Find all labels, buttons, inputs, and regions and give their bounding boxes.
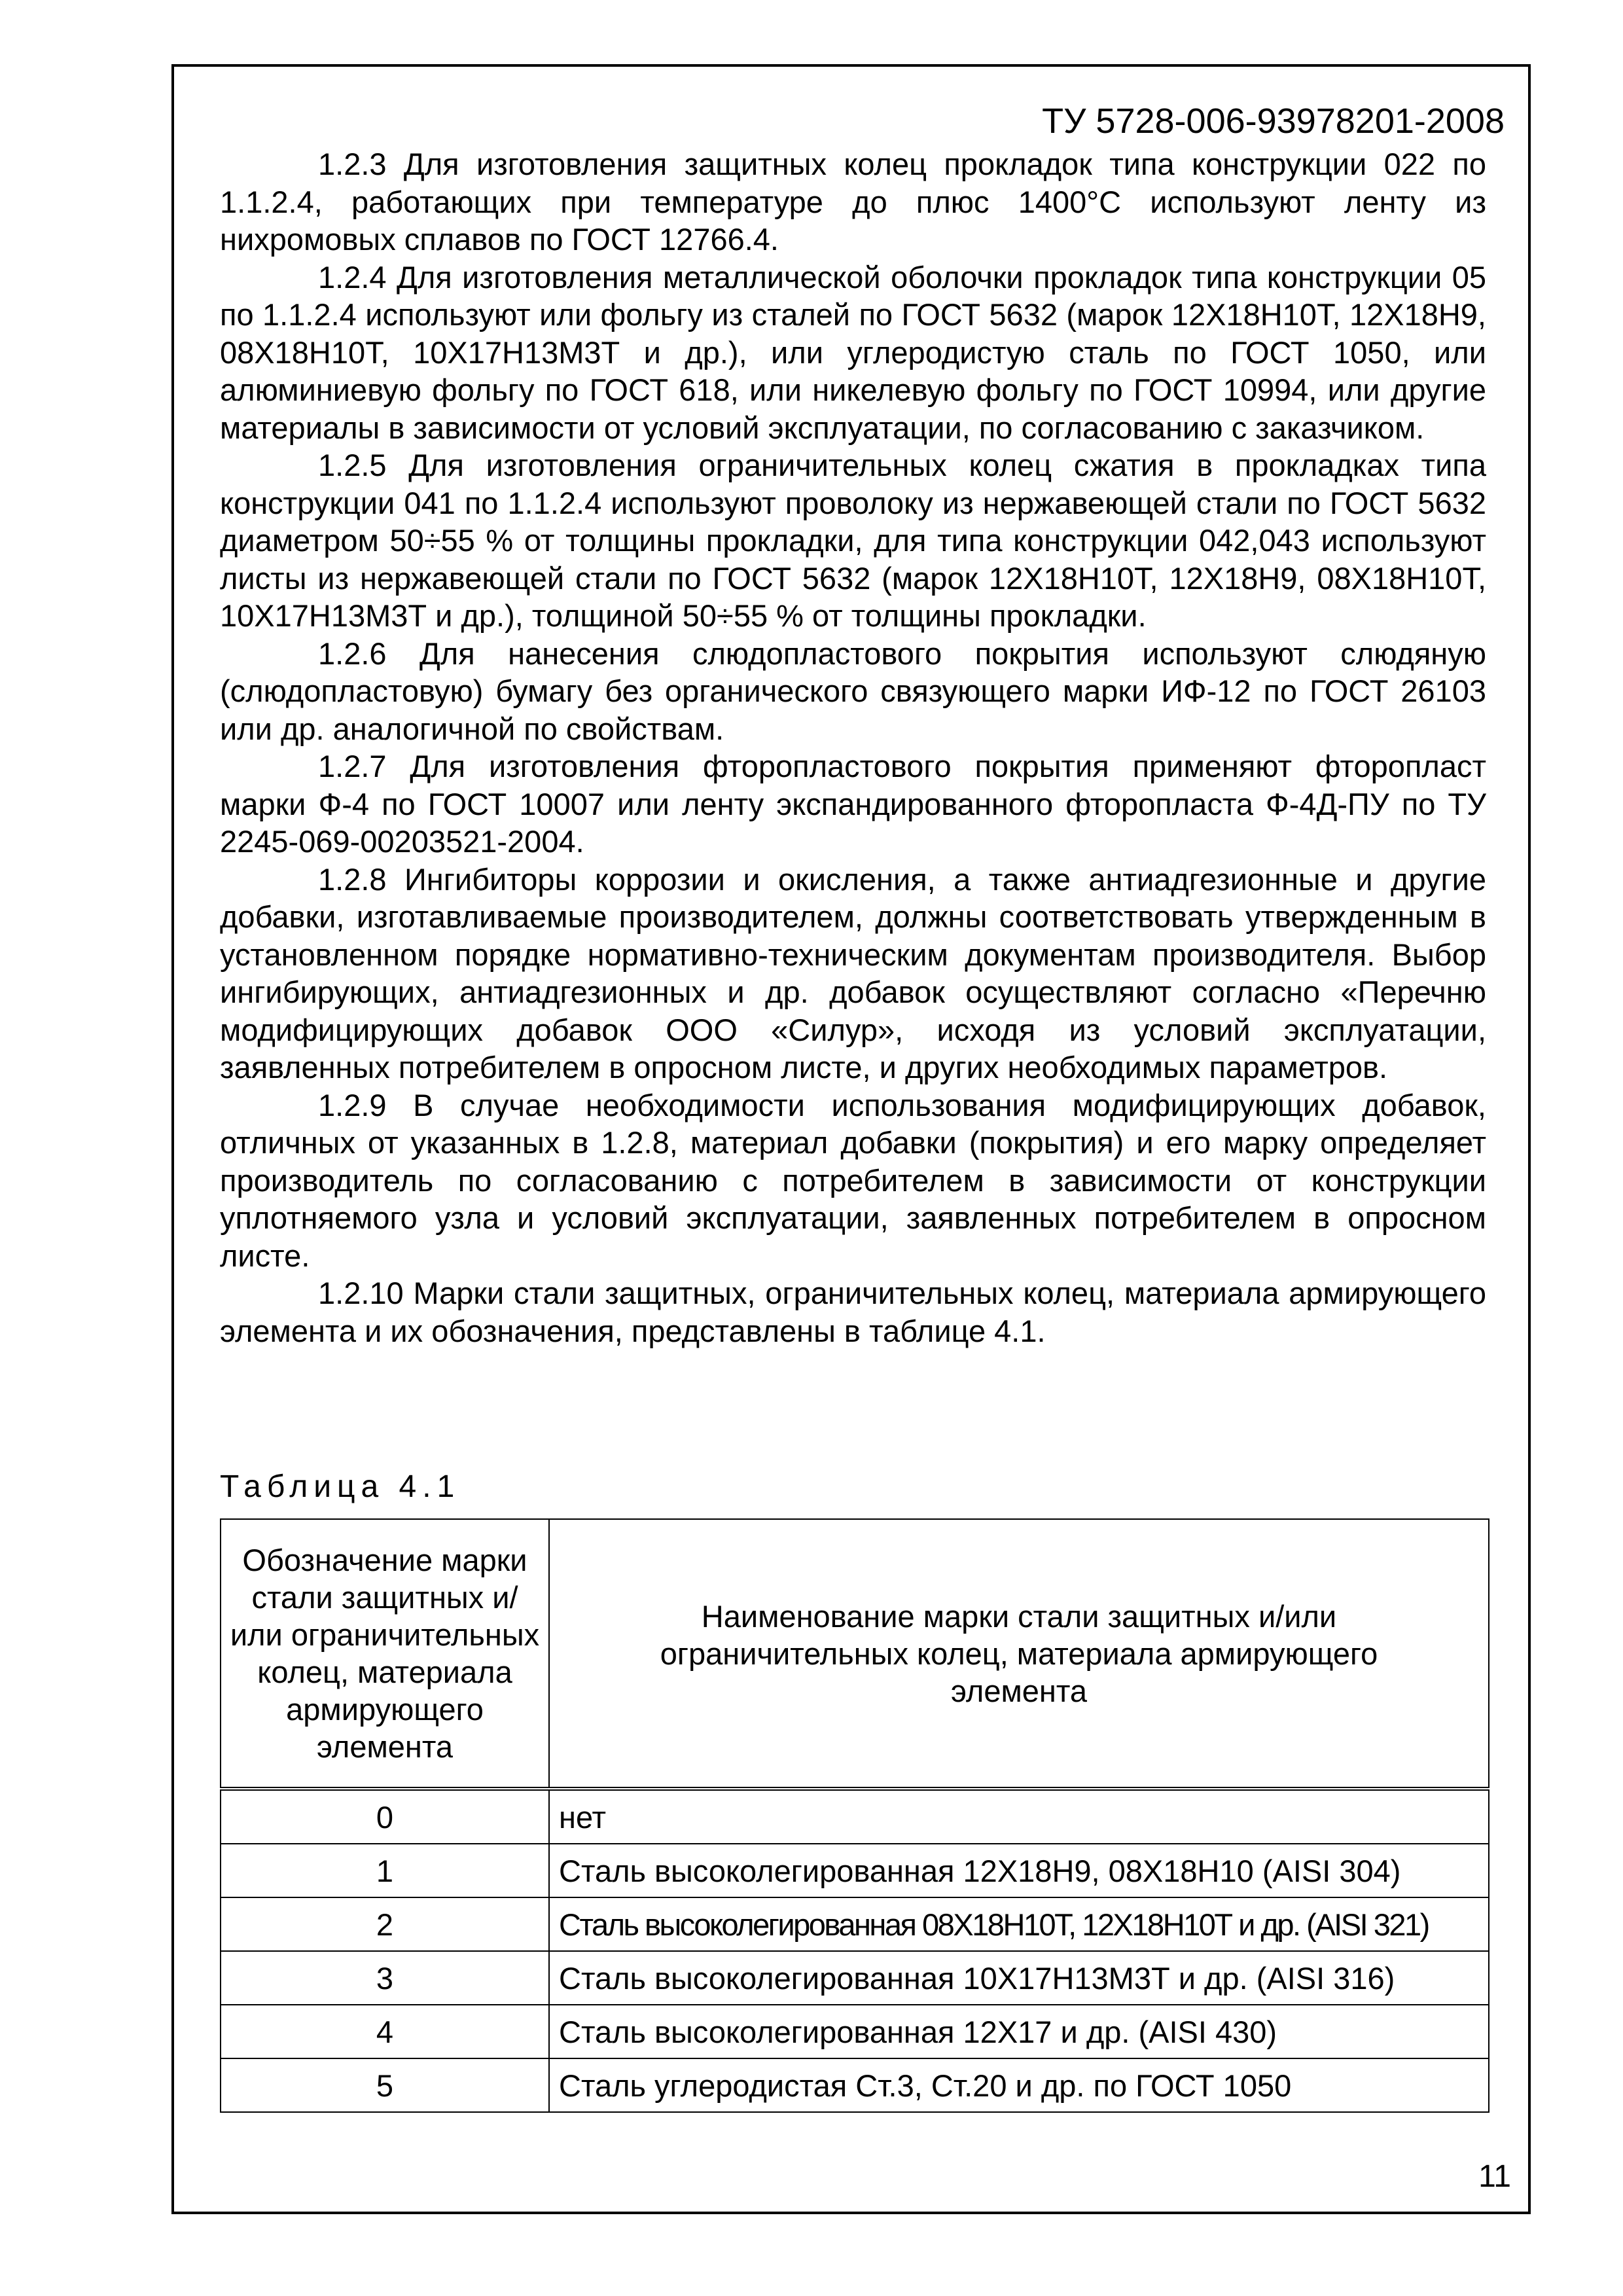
row-name-cell: Сталь высоколегированная 12Х17 и др. (AISI 430) — [549, 2005, 1489, 2058]
paragraph-1-2-5: 1.2.5 Для изготовления ограничительных колец сжатия в прокладках типа конструкции 041 по 1.1.2.4 используют проволоку из нержавеющей стали по ГОСТ 5632 диаметром 50÷55 % от толщины прокладки, для типа конструкции 042,043 используют листы из нержавеющей стали по ГОСТ 5632 (марок 12Х18Н10Т, 12Х18Н9, 08Х18Н10Т, 10Х17Н13М3Т и др.), толщиной 50÷55 % от толщины прокладки. — [220, 448, 1486, 633]
table-row — [221, 1789, 1489, 1844]
table-row — [221, 2058, 1489, 2112]
paragraph-1-2-9: 1.2.9 В случае необходимости использования модифицирующих добавок, отличных от указанных в 1.2.8, материал добавки (покрытия) и его марку определяет производитель по согласованию с потребителем в зависимости от конструкции уплотняемого узла и условий эксплуатации, заявленных потребителем в опросном листе. — [220, 1087, 1486, 1273]
table-row — [221, 1844, 1489, 1897]
document-code: ТУ 5728-006-93978201-2008 — [1042, 101, 1505, 141]
body-text — [220, 145, 1486, 1350]
row-name-cell: нет — [549, 1789, 1489, 1844]
table-caption: Таблица 4.1 — [220, 1469, 461, 1504]
row-name-cell: Сталь высоколегированная 10Х17Н13М3Т и др. (AISI 316) — [549, 1951, 1489, 2005]
table-header-row — [221, 1519, 1489, 1789]
paragraph-1-2-10: 1.2.10 Марки стали защитных, ограничительных колец, материала армирующего элемента и их обозначения, представлены в таблице 4.1. — [220, 1276, 1486, 1348]
header-cell-name: Наименование марки стали защитных и/или ограничительных колец, материала армирующего элемента — [549, 1519, 1489, 1789]
paragraph-1-2-3: 1.2.3 Для изготовления защитных колец прокладок типа конструкции 022 по 1.1.2.4, работающих при температуре до плюс 1400°С используют ленту из нихромовых сплавов по ГОСТ 12766.4. — [220, 147, 1486, 257]
row-code-cell: 5 — [221, 2058, 549, 2112]
row-code-cell: 3 — [221, 1951, 549, 2005]
row-name-cell: Сталь высоколегированная 12Х18Н9, 08Х18Н10 (AISI 304) — [549, 1844, 1489, 1897]
header-cell-designation: Обозначение марки стали защитных и/или ограничительных колец, материала армирующего элемента — [221, 1519, 549, 1789]
steel-grades-table — [220, 1518, 1489, 2113]
table-row — [221, 1951, 1489, 2005]
row-name-cell: Сталь углеродистая Ст.3, Ст.20 и др. по ГОСТ 1050 — [549, 2058, 1489, 2112]
table-row — [221, 1897, 1489, 1951]
row-name-cell: Сталь высоколегированная 08Х18Н10Т, 12Х18Н10Т и др. (AISI 321) — [549, 1897, 1489, 1951]
row-code-cell: 1 — [221, 1844, 549, 1897]
row-code-cell: 2 — [221, 1897, 549, 1951]
paragraph-1-2-6: 1.2.6 Для нанесения слюдопластового покрытия используют слюдяную (слюдопластовую) бумагу без органического связующего марки ИФ-12 по ГОСТ 26103 или др. аналогичной по свойствам. — [220, 636, 1486, 746]
paragraph-1-2-7: 1.2.7 Для изготовления фторопластового покрытия применяют фторопласт марки Ф-4 по ГОСТ 10007 или ленту экспандированного фторопласта Ф-4Д-ПУ по ТУ 2245-069-00203521-2004. — [220, 749, 1486, 859]
row-code-cell: 0 — [221, 1789, 549, 1844]
row-code-cell: 4 — [221, 2005, 549, 2058]
page-frame — [171, 64, 1531, 2214]
page-number: 11 — [1478, 2159, 1511, 2194]
paragraph-1-2-4: 1.2.4 Для изготовления металлической оболочки прокладок типа конструкции 05 по 1.1.2.4 используют или фольгу из сталей по ГОСТ 5632 (марок 12Х18Н10Т, 12Х18Н9, 08Х18Н10Т, 10Х17Н13М3Т и др.), или углеродистую сталь по ГОСТ 1050, или алюминиевую фольгу по ГОСТ 618, или никелевую фольгу по ГОСТ 10994, или другие материалы в зависимости от условий эксплуатации, по согласованию с заказчиком. — [220, 259, 1486, 445]
table-row — [221, 2005, 1489, 2058]
paragraph-1-2-8: 1.2.8 Ингибиторы коррозии и окисления, а также антиадгезионные и другие добавки, изготавливаемые производителем, должны соответствовать утвержденным в установленном порядке нормативно-техническим документам производителя. Выбор ингибирующих, антиадгезионных и др. добавок осуществляют согласно «Перечню модифицирующих добавок ООО «Силур», исходя из условий эксплуатации, заявленных потребителем в опросном листе, и других необходимых параметров. — [220, 861, 1486, 1085]
